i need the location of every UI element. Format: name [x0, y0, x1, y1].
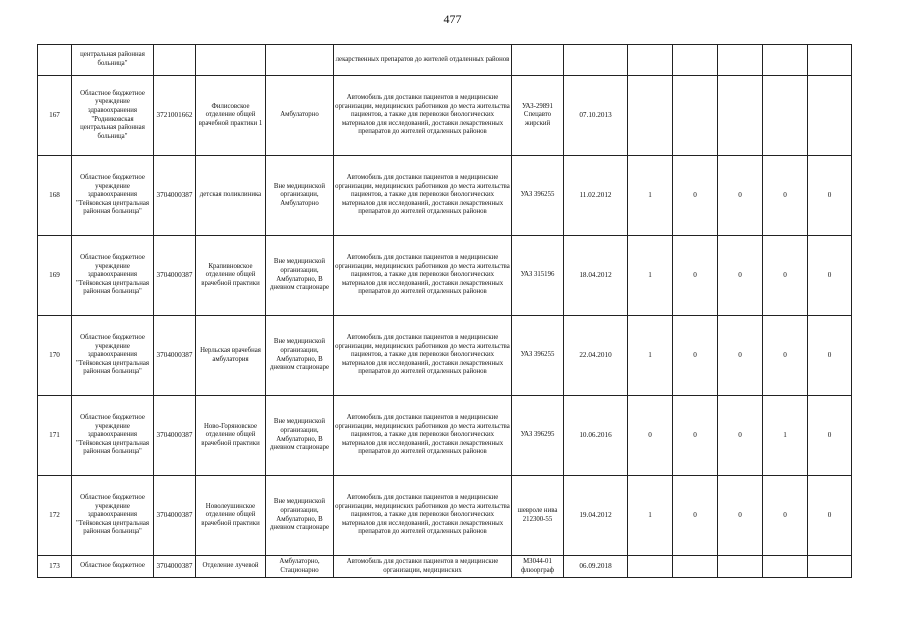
count-cell: 0: [808, 396, 852, 476]
org-cell: Областное бюджетное: [72, 556, 154, 578]
count-cell: [628, 76, 673, 156]
unit-cell: Новолеушинское отделение общей врачебной практики: [196, 476, 266, 556]
vehicle-cell: УАЗ 396255: [512, 316, 564, 396]
code-cell: 3704000387: [154, 476, 196, 556]
service-cell: Амбулаторно: [266, 76, 334, 156]
count-cell: 0: [763, 316, 808, 396]
row-number-cell: 173: [38, 556, 72, 578]
date-cell: 18.04.2012: [564, 236, 628, 316]
count-cell: 1: [628, 316, 673, 396]
service-cell: Амбулаторно, Стационарно: [266, 556, 334, 578]
count-cell: [808, 76, 852, 156]
service-cell: Вне медицинской организации, Амбулаторно: [266, 156, 334, 236]
purpose-cell: Автомобиль для доставки пациентов в медицинские организации, медицинских работников до места жительства пациентов, а также для перевозки биологических материалов для исследований, доставки лекарственных препаратов до жителей отдаленных районов: [334, 396, 512, 476]
unit-cell: Ново-Горяновское отделение общей врачебной практики: [196, 396, 266, 476]
table-row: [38, 476, 852, 556]
count-cell: 0: [763, 156, 808, 236]
vehicle-cell: шевроле нива 212300-55: [512, 476, 564, 556]
purpose-cell: Автомобиль для доставки пациентов в медицинские организации, медицинских: [334, 556, 512, 578]
unit-cell: детская поликлиника: [196, 156, 266, 236]
row-number-cell: 172: [38, 476, 72, 556]
purpose-cell: Автомобиль для доставки пациентов в медицинские организации, медицинских работников до места жительства пациентов, а также для перевозки биологических материалов для исследований, доставки лекарственных препаратов до жителей отдаленных районов: [334, 316, 512, 396]
unit-cell: Отделение лучевой: [196, 556, 266, 578]
count-cell: 0: [718, 476, 763, 556]
register-table: [37, 44, 852, 578]
count-cell: [763, 76, 808, 156]
count-cell: 1: [763, 396, 808, 476]
table-row: [38, 76, 852, 156]
row-number-cell: 170: [38, 316, 72, 396]
unit-cell: Филисовское отделение общей врачебной практики 1: [196, 76, 266, 156]
table-row-truncated: [38, 556, 852, 578]
service-cell: Вне медицинской организации, Амбулаторно, В дневном стационаре: [266, 316, 334, 396]
date-cell: 11.02.2012: [564, 156, 628, 236]
vehicle-cell: УАЗ 396295: [512, 396, 564, 476]
org-cell: Областное бюджетное учреждение здравоохранения "Тейковская центральная районная больница": [72, 156, 154, 236]
org-cell: Областное бюджетное учреждение здравоохранения "Тейковская центральная районная больница": [72, 236, 154, 316]
date-cell: 22.04.2010: [564, 316, 628, 396]
service-cell: Вне медицинской организации, Амбулаторно, В дневном стационаре: [266, 396, 334, 476]
code-cell: 3721001662: [154, 76, 196, 156]
row-number-cell: 169: [38, 236, 72, 316]
table-row: [38, 316, 852, 396]
code-cell: 3704000387: [154, 556, 196, 578]
count-cell: 1: [628, 236, 673, 316]
unit-cell: Крапивновское отделение общей врачебной практики: [196, 236, 266, 316]
page-number: 477: [443, 12, 462, 26]
vehicle-cell: МЗ044-01 флюорграф: [512, 556, 564, 578]
org-cell: Областное бюджетное учреждение здравоохранения "Тейковская центральная районная больница": [72, 476, 154, 556]
table-row: [38, 156, 852, 236]
vehicle-cell: УАЗ 315196: [512, 236, 564, 316]
count-cell: 0: [718, 316, 763, 396]
count-cell: 0: [763, 476, 808, 556]
count-cell: 0: [808, 476, 852, 556]
count-cell: 0: [673, 476, 718, 556]
count-cell: 0: [718, 396, 763, 476]
count-cell: [673, 76, 718, 156]
count-cell: 0: [808, 236, 852, 316]
count-cell: 0: [718, 156, 763, 236]
service-cell: Вне медицинской организации, Амбулаторно, В дневном стационаре: [266, 476, 334, 556]
count-cell: 0: [808, 156, 852, 236]
purpose-cell: Автомобиль для доставки пациентов в медицинские организации, медицинских работников до места жительства пациентов, а также для перевозки биологических материалов для исследований, доставки лекарственных препаратов до жителей отдаленных районов: [334, 236, 512, 316]
vehicle-cell: УАЗ 396255: [512, 156, 564, 236]
code-cell: 3704000387: [154, 316, 196, 396]
count-cell: 0: [673, 316, 718, 396]
table-row: [38, 236, 852, 316]
row-number-cell: 167: [38, 76, 72, 156]
count-cell: 1: [628, 156, 673, 236]
table-row: [38, 396, 852, 476]
count-cell: 0: [673, 236, 718, 316]
unit-cell: Нерльская врачебная амбулатория: [196, 316, 266, 396]
vehicle-cell: УАЗ-29891 Спецавто жирский: [512, 76, 564, 156]
code-cell: 3704000387: [154, 396, 196, 476]
count-cell: 0: [718, 236, 763, 316]
purpose-cell: Автомобиль для доставки пациентов в медицинские организации, медицинских работников до места жительства пациентов, а также для перевозки биологических материалов для исследований, доставки лекарственных препаратов до жителей отдаленных районов: [334, 476, 512, 556]
count-cell: [718, 76, 763, 156]
org-cell: Областное бюджетное учреждение здравоохранения "Родниковская центральная районная больница": [72, 76, 154, 156]
date-cell: 19.04.2012: [564, 476, 628, 556]
count-cell: 0: [763, 236, 808, 316]
date-cell: 07.10.2013: [564, 76, 628, 156]
count-cell: 0: [808, 316, 852, 396]
count-cell: 0: [673, 396, 718, 476]
table-row-continued: [38, 45, 852, 76]
purpose-cell: Автомобиль для доставки пациентов в медицинские организации, медицинских работников до места жительства пациентов, а также для перевозки биологических материалов для исследований, доставки лекарственных препаратов до жителей отдаленных районов: [334, 76, 512, 156]
service-cell: Вне медицинской организации, Амбулаторно, В дневном стационаре: [266, 236, 334, 316]
row-number-cell: 171: [38, 396, 72, 476]
org-cell: Областное бюджетное учреждение здравоохранения "Тейковская центральная районная больница": [72, 316, 154, 396]
row-number-cell: 168: [38, 156, 72, 236]
purpose-cell: лекарственных препаратов до жителей отдаленных районов: [334, 45, 512, 76]
count-cell: 0: [628, 396, 673, 476]
org-cell: Областное бюджетное учреждение здравоохранения "Тейковская центральная районная больница": [72, 396, 154, 476]
count-cell: 0: [673, 156, 718, 236]
count-cell: 1: [628, 476, 673, 556]
date-cell: 10.06.2016: [564, 396, 628, 476]
org-cell: центральная районная больница": [72, 45, 154, 76]
purpose-cell: Автомобиль для доставки пациентов в медицинские организации, медицинских работников до места жительства пациентов, а также для перевозки биологических материалов для исследований, доставки лекарственных препаратов до жителей отдаленных районов: [334, 156, 512, 236]
code-cell: 3704000387: [154, 236, 196, 316]
code-cell: 3704000387: [154, 156, 196, 236]
date-cell: 06.09.2018: [564, 556, 628, 578]
